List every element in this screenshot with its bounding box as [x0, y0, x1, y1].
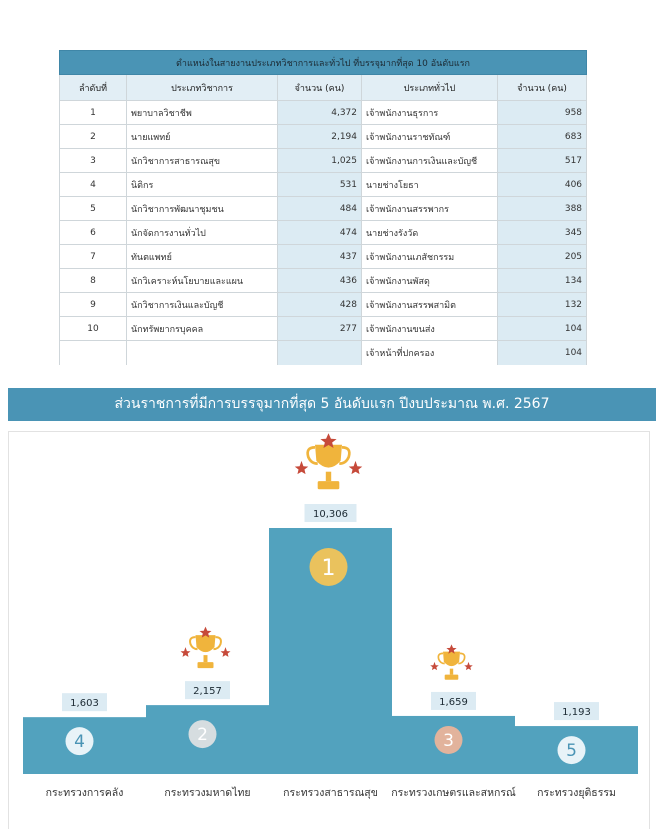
table-row	[60, 101, 587, 125]
general-position-cell: เจ้าหน้าที่ปกครอง	[362, 341, 498, 365]
general-count-cell: 388	[498, 197, 587, 221]
trophy-icon	[295, 433, 363, 489]
table-row	[60, 341, 587, 365]
general-count-cell: 683	[498, 125, 587, 149]
table-row	[60, 269, 587, 293]
rank-cell: 1	[60, 101, 127, 125]
rank-cell: 8	[60, 269, 127, 293]
category-label: กระทรวงยุติธรรม	[537, 787, 616, 799]
value-label: 2,157	[193, 686, 222, 698]
general-position-cell: เจ้าพนักงานสรรพสามิต	[362, 293, 498, 317]
header-academic-count: จำนวน (คน)	[278, 75, 362, 101]
table-row	[60, 173, 587, 197]
value-label: 1,193	[562, 707, 591, 719]
top-positions-table	[59, 50, 587, 365]
general-position-cell: เจ้าพนักงานการเงินและบัญชี	[362, 149, 498, 173]
rank-cell: 10	[60, 317, 127, 341]
rank-cell: 5	[60, 197, 127, 221]
academic-count-cell: 484	[278, 197, 362, 221]
academic-position-cell: นิติกร	[127, 173, 278, 197]
general-position-cell: นายช่างโยธา	[362, 173, 498, 197]
general-count-cell: 104	[498, 317, 587, 341]
rank-cell: 9	[60, 293, 127, 317]
academic-count-cell: 4,372	[278, 101, 362, 125]
general-position-cell: นายช่างรังวัด	[362, 221, 498, 245]
academic-position-cell: นักวิชาการเงินและบัญชี	[127, 293, 278, 317]
trophy-icon	[430, 644, 473, 679]
general-count-cell: 132	[498, 293, 587, 317]
trophy-icon	[181, 627, 231, 669]
general-count-cell: 517	[498, 149, 587, 173]
general-position-cell: เจ้าพนักงานสรรพากร	[362, 197, 498, 221]
rank-cell: 6	[60, 221, 127, 245]
academic-position-cell: นักจัดการงานทั่วไป	[127, 221, 278, 245]
academic-count-cell: 2,194	[278, 125, 362, 149]
general-position-cell: เจ้าพนักงานธุรการ	[362, 101, 498, 125]
table-row	[60, 317, 587, 341]
header-rank: ลำดับที่	[60, 75, 127, 101]
chart-banner-title: ส่วนราชการที่มีการบรรจุมากที่สุด 5 อันดับแรก ปีงบประมาณ พ.ศ. 2567	[8, 388, 656, 421]
general-count-cell: 345	[498, 221, 587, 245]
value-label: 1,603	[70, 698, 99, 710]
rank-number: 3	[443, 730, 454, 751]
rank-number: 2	[197, 725, 208, 746]
general-position-cell: เจ้าพนักงานขนส่ง	[362, 317, 498, 341]
rank-number: 5	[566, 741, 577, 762]
academic-position-cell: พยาบาลวิชาชีพ	[127, 101, 278, 125]
value-label: 1,659	[439, 696, 468, 708]
rank-cell: 7	[60, 245, 127, 269]
table-row	[60, 197, 587, 221]
academic-count-cell: 277	[278, 317, 362, 341]
academic-count-cell: 1,025	[278, 149, 362, 173]
table-row	[60, 293, 587, 317]
header-academic: ประเภทวิชาการ	[127, 75, 278, 101]
academic-position-cell: นายแพทย์	[127, 125, 278, 149]
academic-position-cell	[127, 341, 278, 365]
general-count-cell: 958	[498, 101, 587, 125]
general-count-cell: 406	[498, 173, 587, 197]
table-row	[60, 149, 587, 173]
academic-count-cell: 428	[278, 293, 362, 317]
general-count-cell: 134	[498, 269, 587, 293]
podium-chart-svg	[9, 432, 649, 830]
rank-cell: 3	[60, 149, 127, 173]
rank-cell	[60, 341, 127, 365]
academic-count-cell	[278, 341, 362, 365]
category-label: กระทรวงมหาดไทย	[164, 787, 251, 799]
table-row	[60, 221, 587, 245]
rank-number: 4	[74, 732, 85, 753]
header-general: ประเภททั่วไป	[362, 75, 498, 101]
academic-position-cell: นักทรัพยากรบุคคล	[127, 317, 278, 341]
general-count-cell: 104	[498, 341, 587, 365]
academic-count-cell: 531	[278, 173, 362, 197]
category-label: กระทรวงการคลัง	[45, 787, 124, 799]
table-row	[60, 125, 587, 149]
table-row	[60, 245, 587, 269]
category-label: กระทรวงเกษตรและสหกรณ์	[391, 787, 516, 799]
academic-position-cell: ทันตแพทย์	[127, 245, 278, 269]
academic-count-cell: 436	[278, 269, 362, 293]
value-label: 10,306	[313, 509, 348, 520]
rank-number: 1	[321, 556, 336, 581]
general-position-cell: เจ้าพนักงานราชทัณฑ์	[362, 125, 498, 149]
category-label: กระทรวงสาธารณสุข	[283, 787, 378, 799]
academic-position-cell: นักวิเคราะห์นโยบายและแผน	[127, 269, 278, 293]
general-position-cell: เจ้าพนักงานเภสัชกรรม	[362, 245, 498, 269]
ministry-podium-chart	[8, 431, 650, 829]
rank-cell: 4	[60, 173, 127, 197]
academic-position-cell: นักวิชาการพัฒนาชุมชน	[127, 197, 278, 221]
academic-position-cell: นักวิชาการสาธารณสุข	[127, 149, 278, 173]
header-general-count: จำนวน (คน)	[498, 75, 587, 101]
table-title: ตำแหน่งในสายงานประเภทวิชาการและทั่วไป ที่บรรจุมากที่สุด 10 อันดับแรก	[60, 51, 587, 75]
academic-count-cell: 437	[278, 245, 362, 269]
general-count-cell: 205	[498, 245, 587, 269]
academic-count-cell: 474	[278, 221, 362, 245]
rank-cell: 2	[60, 125, 127, 149]
general-position-cell: เจ้าพนักงานพัสดุ	[362, 269, 498, 293]
